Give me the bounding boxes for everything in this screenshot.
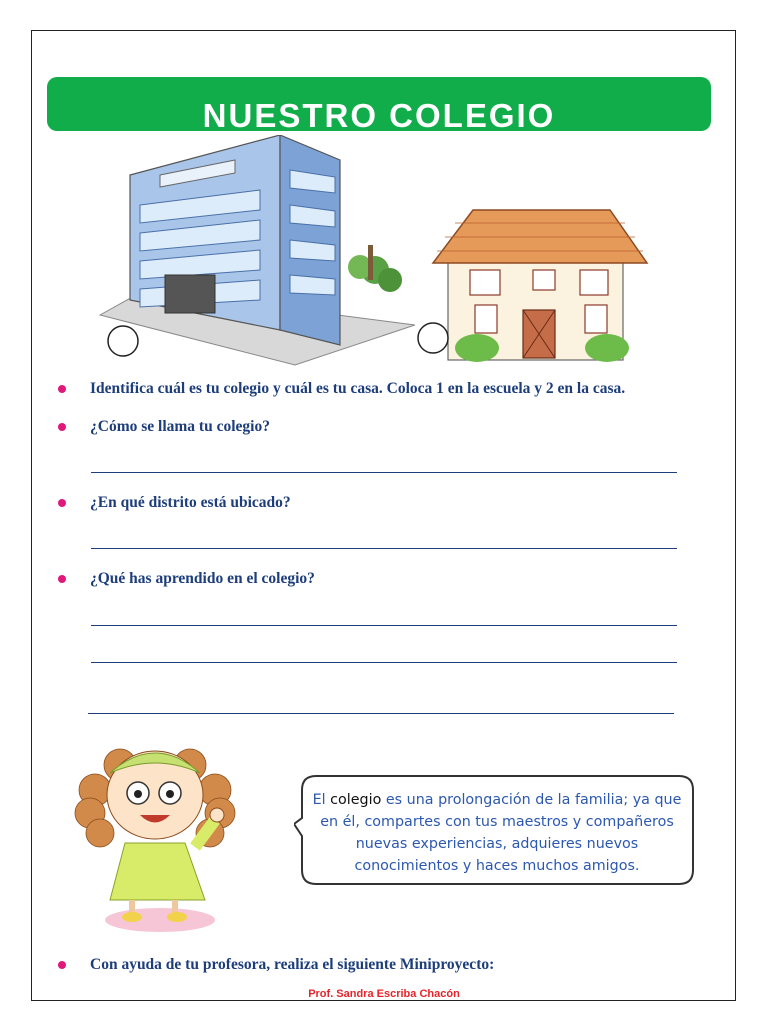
question-miniproject <box>58 956 494 974</box>
speech-bubble-text <box>305 789 689 877</box>
answer-line-school-name[interactable] <box>91 472 677 473</box>
footer-author: Prof. Sandra Escriba Chacón <box>308 988 460 1000</box>
answer-line-learned-1[interactable] <box>91 625 677 626</box>
answer-line-learned-3[interactable] <box>88 713 674 714</box>
bullet-icon <box>58 575 66 583</box>
question-miniproject-text: Con ayuda de tu profesora, realiza el siguiente Miniproyecto: <box>90 956 495 973</box>
answer-line-district[interactable] <box>91 548 677 549</box>
title-banner <box>47 77 711 134</box>
speech-pre: El <box>312 792 331 808</box>
bullet-icon <box>58 385 66 393</box>
bullet-icon <box>58 423 66 431</box>
question-school-name <box>58 418 270 436</box>
house-icon <box>415 205 670 370</box>
question-district <box>58 494 291 512</box>
page-title: NUESTRO COLEGIO <box>202 97 556 134</box>
answer-line-learned-2[interactable] <box>91 662 677 663</box>
bullet-icon <box>58 961 66 969</box>
bullet-icon <box>58 499 66 507</box>
question-learned <box>58 570 315 588</box>
question-district-text: ¿En qué distrito está ubicado? <box>90 494 291 511</box>
speech-post: es una prolongación de la familia; ya que en él, compartes con tus maestros y compañeros nuevas experiencias, adquieres nuevos conocimientos y haces muchos amigos. <box>320 792 682 874</box>
speech-highlight: colegio <box>330 792 382 808</box>
question-identify-text: Identifica cuál es tu colegio y cuál es tu casa. Coloca 1 en la escuela y 2 en la casa. <box>90 380 626 397</box>
girl-character-icon <box>70 735 245 945</box>
question-identify <box>58 380 625 398</box>
question-school-name-text: ¿Cómo se llama tu colegio? <box>90 418 270 435</box>
question-learned-text: ¿Qué has aprendido en el colegio? <box>90 570 315 587</box>
school-building-icon <box>95 135 415 370</box>
